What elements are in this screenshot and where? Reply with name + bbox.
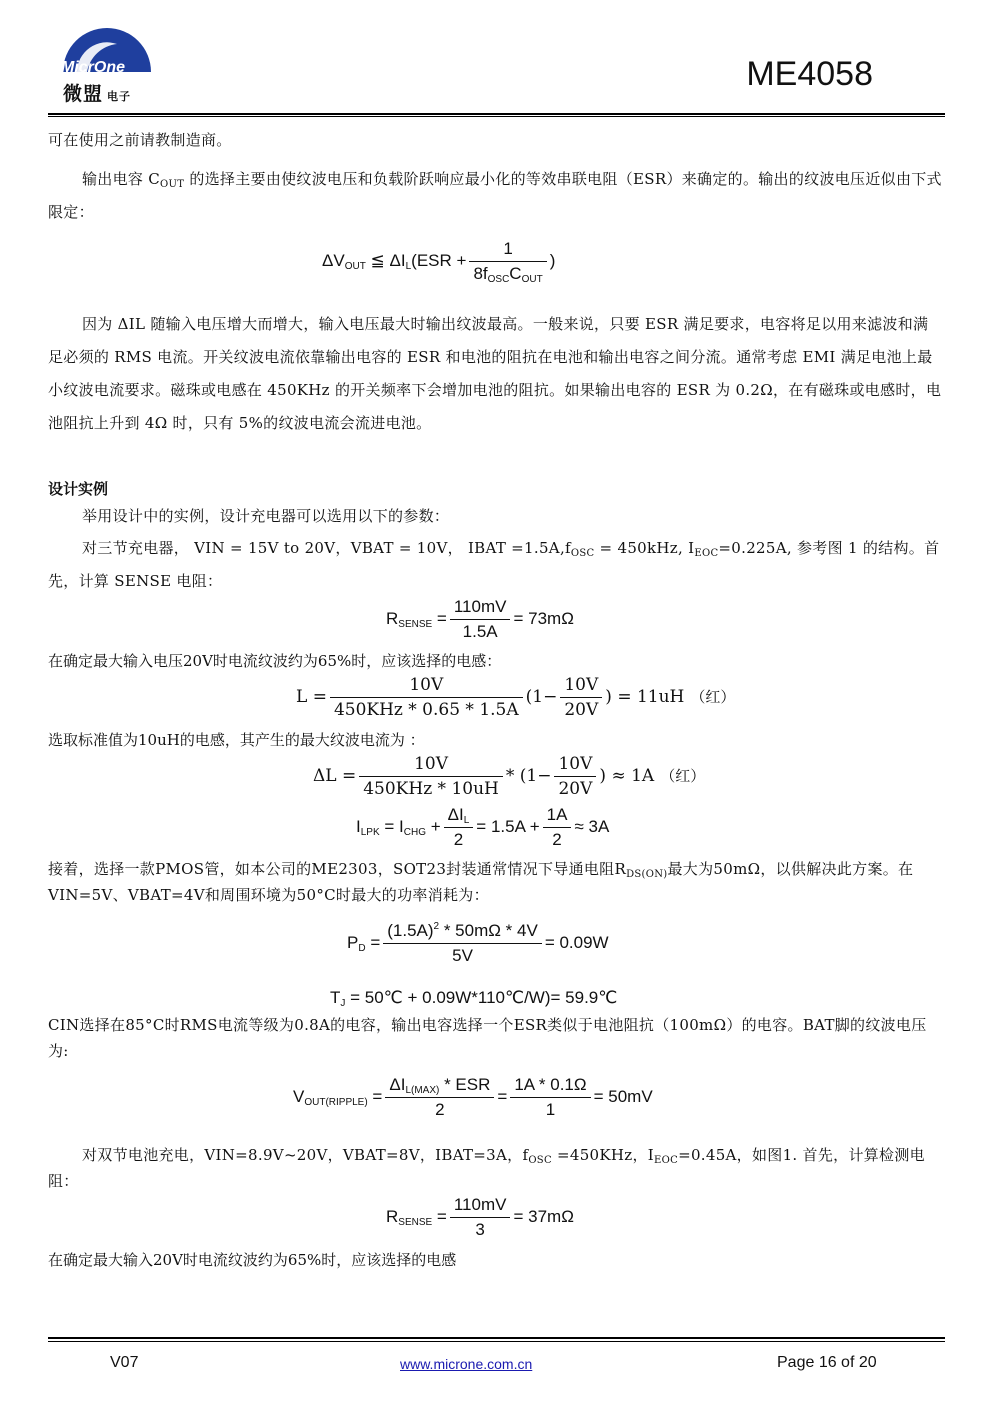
equation-rsense-2: $R_{SENSE}$ = $\frac{110mV}{3}$ = 37mΩ [386, 1195, 574, 1239]
equation-inductance: L = $\frac{10V}{\text{450KHz * 0.65 * 1.5A}}$ (1− $\frac{10V}{20V}$ ) = 11uH （红） [296, 675, 736, 720]
equation-rsense-1: $R_{SENSE}$ = $\frac{110mV}{1.5A}$ = 73mΩ [386, 597, 574, 641]
paragraph-4: 举用设计中的实例，设计充电器可以选用以下的参数： [82, 507, 450, 525]
equation-power: $P_D$ = $\frac{(1.5A)^2 * 50m\Omega * 4V}{5V}$ = 0.09W [347, 921, 609, 965]
header-rule [48, 113, 945, 115]
company-logo [57, 22, 157, 105]
paragraph-1: 可在使用之前请教制造商。 [48, 131, 232, 149]
footer-rule-thin [48, 1341, 945, 1342]
equation-ripple-voltage: $\Delta V_{OUT}$ ≦ $\Delta I_L(ESR$ + $\frac{1}{8f_{OSC}C_{OUT}}$ ) [322, 239, 556, 285]
logo-text-cn-small: 电子 [107, 90, 132, 103]
logo-text-cn: 微盟 [63, 83, 104, 105]
equation-ripple-current: ΔL = $\frac{10V}{\text{450KHz * 10uH}}$ * (1− $\frac{10V}{20V}$ ) ≈ 1A （红） [313, 754, 706, 799]
paragraph-2: 输出电容 $C_{OUT}$ 的选择主要由使纹波电压和负载阶跃响应最小化的等效串联电阻（ESR）来确定的。输出的纹波电压近似由下式限定： [48, 170, 942, 221]
footer-page-number: Page 16 of 20 [777, 1354, 877, 1371]
equation-junction-temp: $T_J$ = 50℃ + 0.09W*110℃/W)= 59.9℃ [330, 988, 618, 1009]
document-title: ME4058 [746, 55, 873, 93]
paragraph-6: 在确定最大输入电压20V时电流纹波约为65%时，应该选择的电感： [48, 652, 502, 670]
paragraph-5: 对三节充电器， VIN = 15V to 20V，VBAT = 10V， IBAT $=1.5A,f_{OSC} = 450kHz$, $I_{EOC}=0.225A$, 参考图 1 的结构。首先，计算 SENSE 电阻： [48, 539, 940, 590]
paragraph-11: 在确定最大输入20V时电流纹波约为65%时，应该选择的电感 [48, 1251, 457, 1269]
equation-peak-current: $I_{LPK} = I_{CHG}$ + $\frac{\Delta I_L}{2}$ = 1.5A + $\frac{1A}{2}$ ≈ 3A [356, 805, 610, 849]
footer-website-link[interactable]: www.microne.com.cn [400, 1356, 533, 1372]
section-heading: 设计实例 [48, 480, 109, 498]
footer-version: V07 [110, 1354, 139, 1371]
paragraph-9: CIN选择在85°C时RMS电流等级为0.8A的电容，输出电容选择一个ESR类似于电池阻抗（100mΩ）的电容。BAT脚的纹波电压为: [48, 1016, 927, 1060]
footer-rule [48, 1337, 945, 1339]
paragraph-7: 选取标准值为10uH的电感，其产生的最大纹波电流为 ： [48, 731, 425, 749]
header-rule-thin [48, 116, 945, 117]
paragraph-8: 接着，选择一款PMOS管，如本公司的ME2303，SOT23封装通常情况下导通电阻$R_{DS(ON)}$最大为50mΩ，以供解决此方案。在VIN=5V、VBAT=4V和周围环境为50°C时最大的功率消耗为： [48, 860, 914, 904]
paragraph-3: 因为 ΔIL 随输入电压增大而增大，输入电压最大时输出纹波最高。一般来说，只要 ESR 满足要求，电容将足以用来滤波和满足必须的 RMS 电流。开关纹波电流依靠输出电容的 ESR 和电池的阻抗在电池和输出电容之间分流。通常考虑 EMI 满足电池上最小纹波电流要求。磁珠或电感在 450KHz 的开关频率下会增加电池的阻抗。如果输出电容的 ESR 为 0.2Ω，在有磁珠或电感时，电池阻抗上升到 4Ω 时，只有 5%的纹波电流会流进电池。 [48, 315, 942, 432]
logo-text-en: MicrOne [61, 59, 126, 76]
equation-output-ripple: $V_{OUT(RIPPLE)}$ = $\frac{\Delta I_{L(MAX)} * ESR}{2}$ = $\frac{1A * 0.1\Omega}{1}$ = 50mV [293, 1075, 653, 1119]
paragraph-10: 对双节电池充电，VIN=8.9V~20V，VBAT=8V，IBAT=3A，$f_{OSC} =450KHz$，$I_{EOC}=0.45A$，如图1. 首先，计算检测电阻： [48, 1146, 925, 1190]
